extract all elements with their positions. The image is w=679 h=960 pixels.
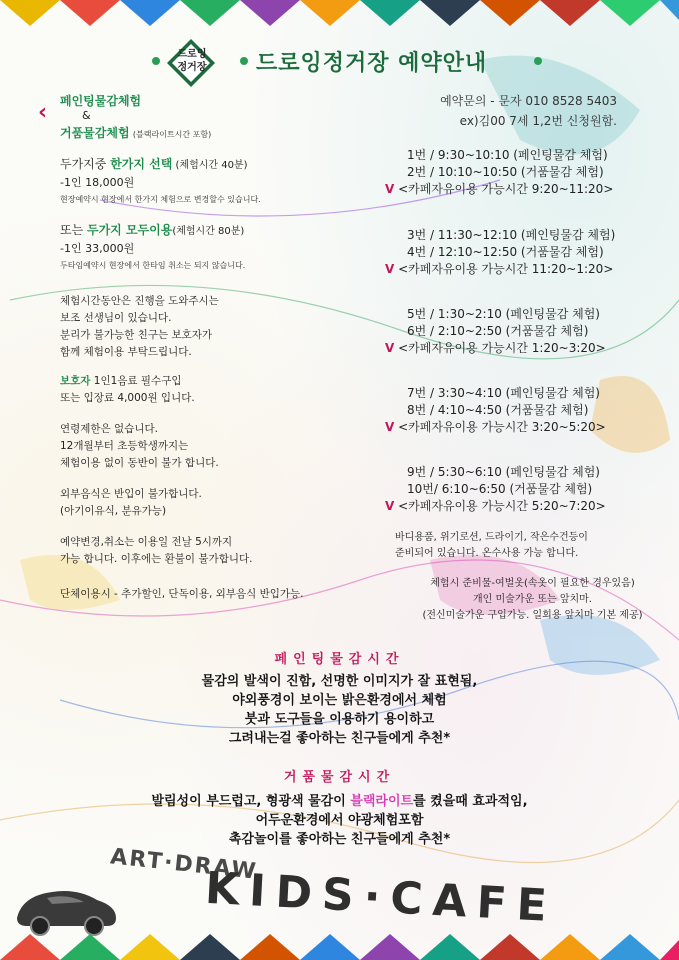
glow-section-title: 거품물감시간 — [283, 770, 396, 785]
option1-note: 현장예약시 현장에서 한가지 체험으로 변경할수 있습니다. — [60, 195, 261, 204]
glow-line1-pre: 발림성이 부드럽고, 형광색 물감이 — [151, 794, 351, 809]
notice-p4: 함께 체험이용 부탁드립니다. — [60, 346, 192, 358]
art-draw-text: ART·DRAW — [109, 844, 259, 885]
schedule-block-5 — [385, 463, 675, 514]
logo-text — [165, 48, 219, 74]
cafe-hours: <카페자유이용 가능시간 3:20~5:20> — [398, 420, 606, 434]
logo-line1: 드로잉 — [177, 49, 207, 60]
amenities-line1: 바디용품, 위기로션, 드라이기, 작은수건등이 — [395, 532, 588, 543]
header-dot-right — [534, 57, 542, 65]
materials-line1: 체험시 준비물-여벌옷(속옷이 필요한 경우있음) — [430, 578, 635, 589]
contact-line2: ex)김00 7세 1,2번 신청원함. — [459, 114, 617, 128]
food-line1: 외부음식은 반입이 불가합니다. — [60, 488, 202, 500]
paint-experience-title: 페인팅물감체험 — [60, 94, 142, 108]
assistant-notice — [60, 293, 390, 361]
left-column — [60, 92, 390, 601]
food-notice — [60, 486, 390, 520]
notice-p1: 체험시간동안은 진행을 도와주시는 — [60, 295, 219, 307]
check-mark: V — [385, 182, 395, 196]
age-line2: 12개월부터 초등학생까지는 — [60, 440, 189, 452]
schedule-slot-b: 4번 / 12:10~12:50 (거품물감 체험) — [407, 245, 604, 259]
header — [150, 40, 550, 86]
option2-price: -1인 33,000원 — [60, 242, 135, 255]
check-mark: V — [385, 420, 395, 434]
cancel-line2: 가능 합니다. 이후에는 환불이 불가합니다. — [60, 553, 253, 565]
schedule-slot-a: 7번 / 3:30~4:10 (페인팅물감 체험) — [407, 386, 600, 400]
check-mark: V — [385, 341, 395, 355]
schedule-slot-a: 3번 / 11:30~12:10 (페인팅물감 체험) — [407, 228, 616, 242]
guardian-highlight: 보호자 — [60, 375, 91, 387]
paint-line2: 야외풍경이 보이는 밝은환경에서 체험 — [232, 693, 447, 708]
amenities-line2: 준비되어 있습니다. 온수사용 가능 합니다. — [395, 548, 579, 559]
check-mark: V — [385, 262, 395, 276]
ampersand: & — [82, 109, 91, 122]
cafe-hours: <카페자유이용 가능시간 1:20~3:20> — [398, 341, 606, 355]
top-triangle-border — [0, 0, 679, 28]
option2-note: 두타임예약시 현장에서 한타임 취소는 되지 않습니다. — [60, 261, 246, 270]
paint-line1: 물감의 발색이 진함, 선명한 이미지가 잘 표현됨, — [201, 674, 478, 689]
glow-line2: 어두운환경에서 야광체험포함 — [255, 813, 424, 828]
option2-highlight: 두가지 모두이용 — [87, 223, 173, 237]
cancel-notice — [60, 534, 390, 568]
glow-section-body — [0, 792, 679, 849]
cafe-hours: <카페자유이용 가능시간 9:20~11:20> — [398, 182, 614, 196]
car-icon — [12, 878, 122, 938]
schedule-slot-a: 1번 / 9:30~10:10 (페인팅물감 체험) — [407, 148, 608, 162]
option2-pre: 또는 — [60, 223, 87, 237]
schedule-block-1 — [385, 146, 675, 197]
schedule-slot-a: 5번 / 1:30~2:10 (페인팅물감 체험) — [407, 307, 600, 321]
schedule-block-2 — [385, 226, 675, 277]
cafe-hours: <카페자유이용 가능시간 5:20~7:20> — [398, 499, 606, 513]
header-dot-mid — [240, 57, 248, 65]
schedule-block-4 — [385, 384, 675, 435]
materials-line3: (전신미술가운 구입가능. 일회용 앞치마 기본 제공) — [422, 610, 643, 621]
food-line2: (아기이유식, 분유가능) — [60, 505, 167, 517]
cancel-line1: 예약변경,취소는 이용일 전날 5시까지 — [60, 536, 233, 548]
guardian-post: 1인1음료 필수구입 — [90, 375, 182, 387]
guardian-line2: 또는 입장료 4,000원 입니다. — [60, 392, 195, 404]
schedule-slot-b: 2번 / 10:10~10:50 (거품물감 체험) — [407, 165, 604, 179]
glow-experience-title: 거품물감체험 — [60, 126, 130, 140]
paint-section-body — [0, 672, 679, 748]
paint-section-title: 페인팅물감시간 — [274, 652, 405, 667]
contact-line1: 예약문의 - 문자 010 8528 5403 — [440, 94, 617, 108]
materials-note — [395, 576, 670, 624]
page-title: 드로잉정거장 예약안내 — [256, 51, 488, 76]
check-mark: V — [385, 499, 395, 513]
option1-pre: 두가지중 — [60, 157, 111, 171]
age-line3: 체험이용 없이 동반이 불가 합니다. — [60, 457, 219, 469]
bracket-icon: ‹ — [38, 100, 48, 125]
schedule-slot-b: 8번 / 4:10~4:50 (거품물감 체험) — [407, 403, 589, 417]
schedule-slot-b: 6번 / 2:10~2:50 (거품물감 체험) — [407, 324, 589, 338]
option2-post: (체험시간 80분) — [172, 226, 245, 237]
guardian-notice — [60, 373, 390, 407]
notice-p2: 보조 선생님이 있습니다. — [60, 312, 172, 324]
cafe-hours: <카페자유이용 가능시간 11:20~1:20> — [398, 262, 614, 276]
header-dot-left — [152, 57, 160, 65]
bottom-triangle-border — [0, 932, 679, 960]
group-notice: 단체이용시 - 추가할인, 단독이용, 외부음식 반입가능. — [60, 588, 304, 600]
schedule-slot-b: 10번/ 6:10~6:50 (거품물감 체험) — [407, 482, 593, 496]
option1-price: -1인 18,000원 — [60, 176, 135, 189]
blacklight-highlight: 블랙라이트 — [350, 794, 414, 809]
schedule-slot-a: 9번 / 5:30~6:10 (페인팅물감 체험) — [407, 465, 600, 479]
paint-line3: 붓과 도구들을 이용하기 용이하고 — [244, 712, 435, 727]
glow-line1-post: 를 켰을때 효과적임, — [413, 794, 528, 809]
schedule-block-3 — [385, 305, 675, 356]
amenities-note — [395, 530, 679, 562]
option1-post: (체험시간 40분) — [172, 160, 248, 171]
notice-p3: 분리가 불가능한 친구는 보호자가 — [60, 329, 213, 341]
age-notice — [60, 421, 390, 472]
materials-line2: 개인 미술가운 또는 앞치마. — [473, 594, 592, 605]
option1-highlight: 한가지 선택 — [110, 157, 173, 171]
kids-cafe-text: KIDS·CAFE — [203, 862, 558, 933]
glow-note: (블랙라이트시간 포함) — [132, 130, 212, 139]
paint-line4: 그려내는걸 좋아하는 친구들에게 추천* — [228, 731, 451, 746]
age-line1: 연령제한은 없습니다. — [60, 423, 158, 435]
glow-line3: 촉감놀이를 좋아하는 친구들에게 추천* — [228, 832, 451, 847]
logo-line2: 정거장 — [177, 62, 207, 73]
